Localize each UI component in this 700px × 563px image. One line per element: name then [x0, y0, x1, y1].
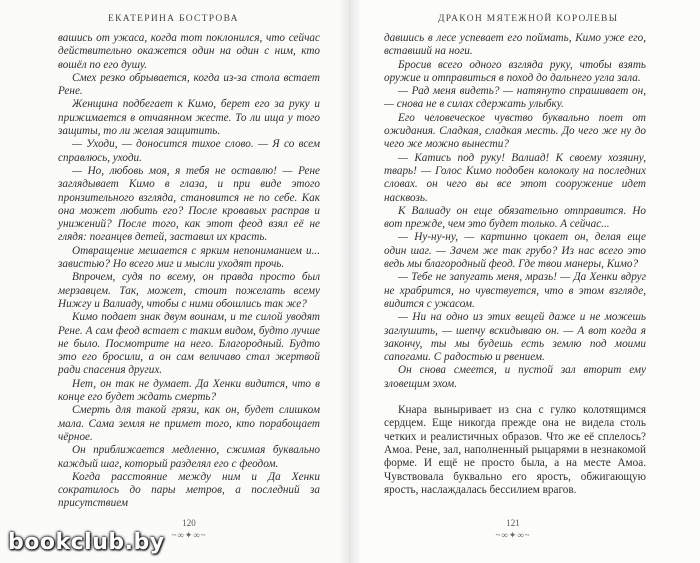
footer-ornament-right: ~∞✦∞~: [495, 530, 531, 540]
paragraph: Женщина подбегает к Кимо, берет его за руку и прижимается в отчаянном жесте. То ли ища у того защиты, то ли желая защитить.: [58, 98, 320, 138]
paragraph: Кнара выныривает из сна с гулко колотящимся сердцем. Еще никогда прежде она не видела столь четких и реалистичных образов. Что же её сплелось? Амоа. Рене, зал, наполненный рыцарями в незнакомой форме. И ещё не просто была, а на месте Амоа. Чувствовала буквально его ярость, обжигающую ярость, наслаждалась бессилием врагов.: [384, 404, 646, 496]
paragraph: Нет, он так не думает. Да Хенки видится, что в конце его будет ждать смерть?: [58, 377, 320, 404]
paragraph: — Ни на одно из этих вещей даже и не можешь заглушить, — шепчу вскидываю он. — А вот когда я закончу, ты мы будешь есть землю под моими сапогами. С радостью и рвением.: [384, 311, 646, 364]
section-break: [384, 391, 646, 404]
right-page-text: [384, 32, 646, 497]
paragraph: К Валиаду он еще обязательно отправится. Но вот прежде, чем это будет только. А сейчас...: [384, 204, 646, 231]
paragraph: Бросив всего одного взгляда руку, чтобы взять оружие и отправиться в поход до дальнего угла зала.: [384, 58, 646, 84]
running-head-author: ЕКАТЕРИНА БОСТРОВА: [108, 14, 239, 24]
paragraph: Его человеческое чувство буквально поет от ожидания. Сладкая, сладкая месть. До чего же ну до чего же можно вынести?: [384, 111, 646, 151]
paragraph: вашись от ужаса, когда тот поклонился, что сейчас действительно окажется один на один с ним, кто вошёл по его душу.: [58, 32, 320, 71]
paragraph: давшись в лесе успевает его поймать, Кимо уже его, вставший на ноги.: [384, 32, 646, 58]
paragraph: — Но, любовь моя, я тебя не оставлю! — Рене заглядывает Кимо в глаза, и при виде этого пронзительного взгляда, становится не по себе. Как она может любить его? После кровавых расправ и унижений? После того, как этот феод взял её не глядя: поганцев детей, заставил их красть.: [58, 164, 320, 244]
paragraph: — Рад меня видеть? — натянуто спрашивает он, — снова не в силах сдержать улыбку.: [384, 85, 646, 111]
paragraph: Когда расстояние между ним и Да Хенки сократилось до пары метров, а последний за присутствием: [58, 470, 320, 510]
paragraph: — Уходи, — доносится тихое слово. — Я со всем справлюсь, уходи.: [58, 138, 320, 164]
running-head-title: ДРАКОН МЯТЕЖНОЙ КОРОЛЕВЫ: [438, 14, 619, 24]
paragraph: Смех резко обрывается, когда из-за стола встает Рене.: [58, 71, 320, 98]
watermark-logo: bookclub.by: [8, 530, 165, 555]
paragraph: — Ну-ну-ну, — картинно цокает он, делая еще один шаг. — Зачем же так грубо? Из нас всего это ведь мы благородный феод. Где твои манеры, Кимо?: [384, 231, 646, 271]
page-number-right: 121: [506, 518, 520, 528]
paragraph: Он снова смеется, и пустой зал вторит ему зловещим эхом.: [384, 364, 646, 390]
left-page-text: [58, 32, 320, 511]
paragraph: Смерть для такой грязи, как он, будет слишком мала. Сама земля не примет того, кто порабощает чёрное.: [58, 404, 320, 443]
right-page: [350, 0, 700, 563]
paragraph: Кимо подает знак двум воинам, и те силой уводят Рене. А сам феод встает с таким видом, будто лучше не было. Посмотрите на него. Благородный. Будто это его бросили, а он сам величаво стал жертвой ради спасения других.: [58, 311, 320, 377]
paragraph: Он приближается медленно, сжимая буквально каждый шаг, который разделял его с феодом.: [58, 444, 320, 470]
footer-ornament-left: ~∞✦∞~: [171, 530, 207, 540]
paragraph: Отвращение мешается с ярким непониманием и... завистью? Но всего миг и мысли уходят прочь.: [58, 244, 320, 271]
paragraph: — Катись под руку! Валиад! К своему хозяину, тварь! — Голос Кимо подобен колоколу на последних словах. он чего вы все этот сооружение идет насквозь.: [384, 151, 646, 204]
paragraph: — Тебе не запугать меня, мразь! — Да Хенки вдруг не храбрится, но чувствуется, что в этом взгляде, видится с ужасом.: [384, 271, 646, 310]
book-gutter-shadow: [338, 0, 362, 563]
paragraph: Впрочем, судя по всему, он правда просто был мерзавцем. Так, может, стоит пожелать всему Нижгу и Валиаду, чтобы с ними обошлись так же?: [58, 271, 320, 310]
page-number-left: 120: [182, 518, 196, 528]
